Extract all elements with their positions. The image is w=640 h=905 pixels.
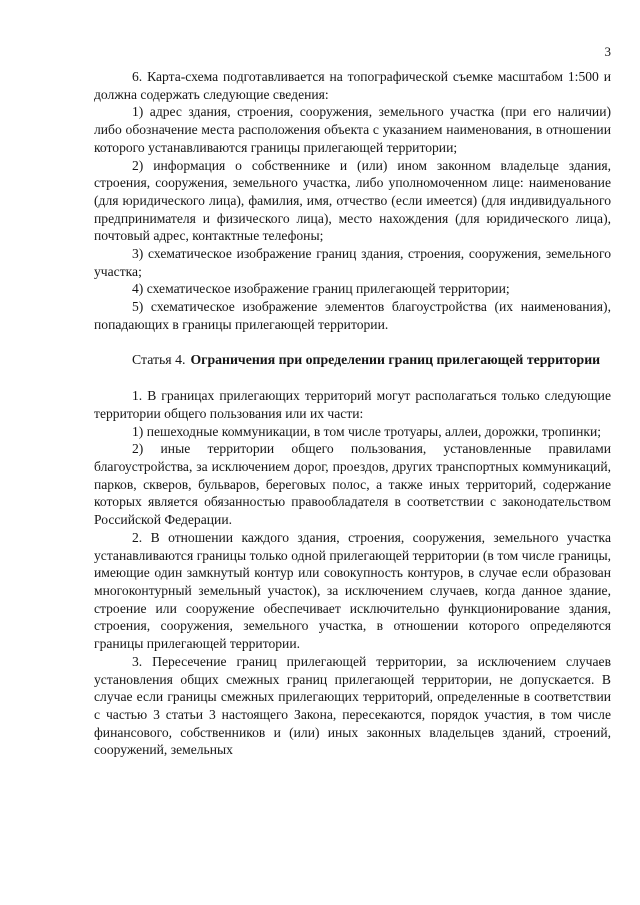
article-label: Статья 4. <box>132 351 186 367</box>
clause-2: 2. В отношении каждого здания, строения, сооружения, земельного участка устанавливаются границы только одной прилегающей территории (в том числе границы, имеющие один замкнутый контур или совокупность контуров, в случае если образован многоконтурный земельный участок), за исключением случаев, когда данное здание, строение или сооружение обеспечивает исключительно функционирование здания, строения, сооружения, земельного участка, в отношении которого определяются границы прилегающей территории. <box>94 529 611 652</box>
paragraph-6: 6. Карта-схема подготавливается на топографической съемке масштабом 1:500 и должна содержать следующие сведения: <box>94 69 611 102</box>
article-4-heading <box>94 351 611 369</box>
document-body <box>94 68 611 759</box>
article-title: Ограничения при определении границ прилегающей территории <box>190 351 601 367</box>
list-item-3: 3) схематическое изображение границ здания, строения, сооружения, земельного участка; <box>94 246 611 279</box>
clause-1-item-2: 2) иные территории общего пользования, установленные правилами благоустройства, за исключением дорог, проездов, других транспортных коммуникаций, парков, скверов, бульваров, береговых полос, а также иных территорий, содержание которых является обязанностью правообладателя в соответствии с законодательством Российской Федерации. <box>94 441 611 528</box>
clause-1: 1. В границах прилегающих территорий могут располагаться только следующие территории общего пользования или их части: <box>94 388 611 421</box>
list-item-1: 1) адрес здания, строения, сооружения, земельного участка (при его наличии) либо обозначение места расположения объекта с указанием наименования, в отношении которого устанавливаются границы прилегающей территории; <box>94 104 611 155</box>
clause-1-item-1: 1) пешеходные коммуникации, в том числе тротуары, аллеи, дорожки, тропинки; <box>132 423 602 439</box>
list-item-2: 2) информация о собственнике и (или) ином законном владельце здания, строения, сооружения, земельного участка, либо уполномоченном лице: наименование (для юридического лица), фамилия, имя, отчество (если имеется) (для индивидуального предпринимателя и физического лица), место нахождения (для юридического лица), почтовый адрес, контактные телефоны; <box>94 157 611 244</box>
list-item-4: 4) схематическое изображение границ прилегающей территории; <box>132 281 510 297</box>
clause-3: 3. Пересечение границ прилегающей территории, за исключением случаев установления общих смежных границ прилегающей территории, не допускается. В случае если границы смежных прилегающих территорий, определенные в соответствии с частью 3 статьи 3 настоящего Закона, пересекаются, порядок участия, в том числе финансового, собственников и (или) иных законных владельцев зданий, строений, сооружений, земельных <box>94 653 611 758</box>
page-number: 3 <box>604 44 611 59</box>
list-item-5: 5) схематическое изображение элементов благоустройства (их наименования), попадающих в границы прилегающей территории. <box>94 299 611 332</box>
